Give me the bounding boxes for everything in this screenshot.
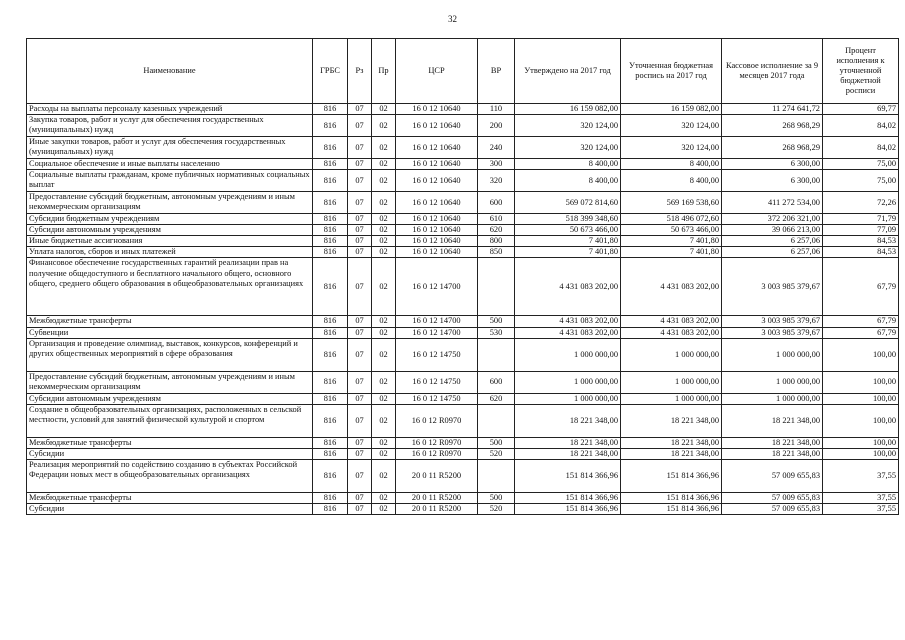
table-row [27,437,899,448]
row-pr-cell: 02 [372,459,396,492]
row-name-cell: Социальное обеспечение и иные выплаты населению [27,159,313,170]
row-rz-cell: 07 [348,492,372,503]
table-row [27,459,899,492]
row-refined-cell: 4 431 083 202,00 [621,258,722,316]
row-approved-cell: 1 000 000,00 [515,371,621,393]
row-percent-cell: 71,79 [823,214,899,225]
row-grbs-cell: 816 [313,404,348,437]
row-refined-cell: 18 221 348,00 [621,404,722,437]
row-cash-cell: 57 009 655,83 [722,492,823,503]
row-pr-cell: 02 [372,236,396,247]
row-pr-cell: 02 [372,192,396,214]
row-vr-cell: 600 [478,371,515,393]
row-name-cell: Субсидии [27,503,313,514]
row-approved-cell: 4 431 083 202,00 [515,316,621,327]
row-csr-cell: 16 0 12 10640 [396,137,478,159]
row-csr-cell: 16 0 12 R0970 [396,404,478,437]
row-csr-cell: 16 0 12 10640 [396,225,478,236]
row-csr-cell: 16 0 12 10640 [396,104,478,115]
row-rz-cell: 07 [348,170,372,192]
row-vr-cell: 240 [478,137,515,159]
row-csr-cell: 16 0 12 14700 [396,258,478,316]
row-approved-cell: 18 221 348,00 [515,448,621,459]
header-percent: Процент исполнения к уточненной бюджетной росписи [823,39,899,104]
row-rz-cell: 07 [348,115,372,137]
table-row [27,258,899,316]
row-name-cell: Предоставление субсидий бюджетным, автономным учреждениям и иным некоммерческим организациям [27,371,313,393]
row-pr-cell: 02 [372,104,396,115]
row-name-cell: Субсидии бюджетным учреждениям [27,214,313,225]
header-grbs: ГРБС [313,39,348,104]
row-pr-cell: 02 [372,338,396,371]
row-refined-cell: 50 673 466,00 [621,225,722,236]
table-row [27,214,899,225]
row-refined-cell: 151 814 366,96 [621,503,722,514]
row-vr-cell [478,404,515,437]
row-csr-cell: 16 0 12 14750 [396,338,478,371]
row-name-cell: Субсидии [27,448,313,459]
header-name: Наименование [27,39,313,104]
row-rz-cell: 07 [348,137,372,159]
row-approved-cell: 7 401,80 [515,247,621,258]
row-approved-cell: 320 124,00 [515,137,621,159]
row-pr-cell: 02 [372,247,396,258]
row-approved-cell: 8 400,00 [515,170,621,192]
row-grbs-cell: 816 [313,236,348,247]
row-name-cell: Субсидии автономным учреждениям [27,393,313,404]
row-cash-cell: 18 221 348,00 [722,448,823,459]
row-vr-cell: 200 [478,115,515,137]
row-refined-cell: 7 401,80 [621,247,722,258]
row-percent-cell: 75,00 [823,170,899,192]
row-csr-cell: 16 0 12 14700 [396,316,478,327]
row-grbs-cell: 816 [313,247,348,258]
row-refined-cell: 320 124,00 [621,115,722,137]
row-pr-cell: 02 [372,371,396,393]
header-csr: ЦСР [396,39,478,104]
row-name-cell: Иные бюджетные ассигнования [27,236,313,247]
row-vr-cell: 500 [478,437,515,448]
header-row [27,39,899,104]
row-pr-cell: 02 [372,225,396,236]
table-row [27,192,899,214]
header-rz: Рз [348,39,372,104]
row-grbs-cell: 816 [313,137,348,159]
budget-table [26,38,899,515]
row-csr-cell: 20 0 11 R5200 [396,459,478,492]
row-refined-cell: 4 431 083 202,00 [621,316,722,327]
row-vr-cell: 300 [478,159,515,170]
row-rz-cell: 07 [348,104,372,115]
row-approved-cell: 8 400,00 [515,159,621,170]
row-grbs-cell: 816 [313,258,348,316]
row-csr-cell: 16 0 12 14750 [396,393,478,404]
row-cash-cell: 372 206 321,00 [722,214,823,225]
row-csr-cell: 16 0 12 10640 [396,170,478,192]
row-cash-cell: 3 003 985 379,67 [722,258,823,316]
table-row [27,137,899,159]
row-approved-cell: 4 431 083 202,00 [515,258,621,316]
row-rz-cell: 07 [348,247,372,258]
row-rz-cell: 07 [348,404,372,437]
table-row [27,225,899,236]
table-row [27,316,899,327]
row-approved-cell: 151 814 366,96 [515,459,621,492]
row-csr-cell: 20 0 11 R5200 [396,503,478,514]
row-csr-cell: 16 0 12 14700 [396,327,478,338]
table-row [27,115,899,137]
row-percent-cell: 37,55 [823,459,899,492]
row-pr-cell: 02 [372,503,396,514]
row-approved-cell: 16 159 082,00 [515,104,621,115]
row-refined-cell: 8 400,00 [621,159,722,170]
row-refined-cell: 18 221 348,00 [621,448,722,459]
row-approved-cell: 1 000 000,00 [515,393,621,404]
table-body [27,104,899,515]
row-cash-cell: 18 221 348,00 [722,404,823,437]
row-approved-cell: 151 814 366,96 [515,492,621,503]
row-vr-cell: 500 [478,492,515,503]
row-cash-cell: 6 257,06 [722,247,823,258]
row-refined-cell: 7 401,80 [621,236,722,247]
row-cash-cell: 268 968,29 [722,137,823,159]
row-approved-cell: 320 124,00 [515,115,621,137]
row-rz-cell: 07 [348,459,372,492]
row-approved-cell: 18 221 348,00 [515,404,621,437]
row-cash-cell: 3 003 985 379,67 [722,316,823,327]
row-csr-cell: 16 0 12 10640 [396,192,478,214]
row-cash-cell: 1 000 000,00 [722,393,823,404]
row-refined-cell: 569 169 538,60 [621,192,722,214]
row-pr-cell: 02 [372,170,396,192]
row-grbs-cell: 816 [313,192,348,214]
row-pr-cell: 02 [372,492,396,503]
row-name-cell: Субвенции [27,327,313,338]
row-rz-cell: 07 [348,327,372,338]
table-row [27,247,899,258]
row-grbs-cell: 816 [313,393,348,404]
row-percent-cell: 100,00 [823,338,899,371]
row-rz-cell: 07 [348,371,372,393]
row-name-cell: Уплата налогов, сборов и иных платежей [27,247,313,258]
row-rz-cell: 07 [348,316,372,327]
row-rz-cell: 07 [348,503,372,514]
row-pr-cell: 02 [372,137,396,159]
row-grbs-cell: 816 [313,316,348,327]
row-approved-cell: 4 431 083 202,00 [515,327,621,338]
row-name-cell: Межбюджетные трансферты [27,437,313,448]
row-approved-cell: 50 673 466,00 [515,225,621,236]
row-percent-cell: 100,00 [823,404,899,437]
row-name-cell: Реализация мероприятий по содействию созданию в субъектах Российской Федерации новых мест в общеобразовательных организациях [27,459,313,492]
row-pr-cell: 02 [372,115,396,137]
row-refined-cell: 518 496 072,60 [621,214,722,225]
row-pr-cell: 02 [372,214,396,225]
table-row [27,503,899,514]
row-percent-cell: 67,79 [823,258,899,316]
row-cash-cell: 411 272 534,00 [722,192,823,214]
row-rz-cell: 07 [348,236,372,247]
table-row [27,236,899,247]
row-csr-cell: 16 0 12 14750 [396,371,478,393]
row-refined-cell: 320 124,00 [621,137,722,159]
row-refined-cell: 8 400,00 [621,170,722,192]
row-grbs-cell: 816 [313,338,348,371]
row-vr-cell: 110 [478,104,515,115]
row-vr-cell: 600 [478,192,515,214]
row-cash-cell: 6 300,00 [722,159,823,170]
row-pr-cell: 02 [372,258,396,316]
row-vr-cell: 800 [478,236,515,247]
row-name-cell: Финансовое обеспечение государственных гарантий реализации прав на получение общедоступного и бесплатного начального общего, основного общего, среднего общего образования в общеобразовательных организациях [27,258,313,316]
row-grbs-cell: 816 [313,459,348,492]
row-name-cell: Межбюджетные трансферты [27,492,313,503]
header-cash: Кассовое исполнение за 9 месяцев 2017 года [722,39,823,104]
row-percent-cell: 100,00 [823,437,899,448]
row-refined-cell: 1 000 000,00 [621,371,722,393]
row-name-cell: Расходы на выплаты персоналу казенных учреждений [27,104,313,115]
row-refined-cell: 1 000 000,00 [621,338,722,371]
table-row [27,448,899,459]
row-vr-cell [478,459,515,492]
row-percent-cell: 84,53 [823,247,899,258]
row-refined-cell: 4 431 083 202,00 [621,327,722,338]
row-cash-cell: 6 300,00 [722,170,823,192]
table-row [27,338,899,371]
row-cash-cell: 11 274 641,72 [722,104,823,115]
row-csr-cell: 16 0 12 R0970 [396,448,478,459]
table-row [27,371,899,393]
row-grbs-cell: 816 [313,115,348,137]
row-csr-cell: 16 0 12 10640 [396,159,478,170]
row-vr-cell: 500 [478,316,515,327]
row-rz-cell: 07 [348,225,372,236]
row-approved-cell: 1 000 000,00 [515,338,621,371]
row-csr-cell: 16 0 12 10640 [396,214,478,225]
row-grbs-cell: 816 [313,492,348,503]
row-percent-cell: 84,53 [823,236,899,247]
row-grbs-cell: 816 [313,327,348,338]
table-row [27,404,899,437]
row-grbs-cell: 816 [313,225,348,236]
row-name-cell: Предоставление субсидий бюджетным, автономным учреждениям и иным некоммерческим организациям [27,192,313,214]
row-cash-cell: 39 066 213,00 [722,225,823,236]
row-rz-cell: 07 [348,338,372,371]
row-name-cell: Иные закупки товаров, работ и услуг для обеспечения государственных (муниципальных) нужд [27,137,313,159]
row-pr-cell: 02 [372,437,396,448]
row-approved-cell: 569 072 814,60 [515,192,621,214]
row-vr-cell: 520 [478,448,515,459]
row-cash-cell: 6 257,06 [722,236,823,247]
row-percent-cell: 69,77 [823,104,899,115]
row-vr-cell [478,258,515,316]
row-grbs-cell: 816 [313,214,348,225]
row-grbs-cell: 816 [313,437,348,448]
row-vr-cell: 610 [478,214,515,225]
row-name-cell: Субсидии автономным учреждениям [27,225,313,236]
page-number: 32 [448,14,457,24]
row-pr-cell: 02 [372,393,396,404]
row-vr-cell: 620 [478,225,515,236]
row-cash-cell: 57 009 655,83 [722,459,823,492]
row-name-cell: Социальные выплаты гражданам, кроме публичных нормативных социальных выплат [27,170,313,192]
row-pr-cell: 02 [372,159,396,170]
table-row [27,104,899,115]
row-grbs-cell: 816 [313,159,348,170]
row-percent-cell: 84,02 [823,115,899,137]
row-percent-cell: 100,00 [823,448,899,459]
row-percent-cell: 72,26 [823,192,899,214]
row-vr-cell [478,338,515,371]
row-rz-cell: 07 [348,159,372,170]
header-refined: Уточненная бюджетная роспись на 2017 год [621,39,722,104]
row-percent-cell: 84,02 [823,137,899,159]
row-refined-cell: 151 814 366,96 [621,492,722,503]
row-grbs-cell: 816 [313,104,348,115]
row-name-cell: Создание в общеобразовательных организациях, расположенных в сельской местности, условий для занятий физической культурой и спортом [27,404,313,437]
row-cash-cell: 18 221 348,00 [722,437,823,448]
row-csr-cell: 16 0 12 10640 [396,236,478,247]
row-grbs-cell: 816 [313,448,348,459]
row-cash-cell: 3 003 985 379,67 [722,327,823,338]
row-csr-cell: 16 0 12 R0970 [396,437,478,448]
row-pr-cell: 02 [372,448,396,459]
header-pr: Пр [372,39,396,104]
row-vr-cell: 520 [478,503,515,514]
row-rz-cell: 07 [348,214,372,225]
row-grbs-cell: 816 [313,170,348,192]
row-pr-cell: 02 [372,404,396,437]
row-approved-cell: 18 221 348,00 [515,437,621,448]
row-cash-cell: 268 968,29 [722,115,823,137]
row-percent-cell: 67,79 [823,327,899,338]
row-percent-cell: 37,55 [823,503,899,514]
table-row [27,170,899,192]
row-vr-cell: 620 [478,393,515,404]
row-rz-cell: 07 [348,393,372,404]
row-refined-cell: 16 159 082,00 [621,104,722,115]
row-name-cell: Межбюджетные трансферты [27,316,313,327]
row-cash-cell: 1 000 000,00 [722,371,823,393]
row-percent-cell: 100,00 [823,371,899,393]
header-approved: Утверждено на 2017 год [515,39,621,104]
row-approved-cell: 151 814 366,96 [515,503,621,514]
row-csr-cell: 16 0 12 10640 [396,247,478,258]
row-percent-cell: 37,55 [823,492,899,503]
row-cash-cell: 57 009 655,83 [722,503,823,514]
row-refined-cell: 18 221 348,00 [621,437,722,448]
row-percent-cell: 77,09 [823,225,899,236]
row-name-cell: Организация и проведение олимпиад, выставок, конкурсов, конференций и других общественных мероприятий в сфере образования [27,338,313,371]
row-pr-cell: 02 [372,316,396,327]
row-percent-cell: 100,00 [823,393,899,404]
table-row [27,492,899,503]
row-rz-cell: 07 [348,192,372,214]
row-name-cell: Закупка товаров, работ и услуг для обеспечения государственных (муниципальных) нужд [27,115,313,137]
row-grbs-cell: 816 [313,371,348,393]
table-row [27,159,899,170]
row-vr-cell: 320 [478,170,515,192]
row-approved-cell: 518 399 348,60 [515,214,621,225]
row-vr-cell: 850 [478,247,515,258]
row-grbs-cell: 816 [313,503,348,514]
row-rz-cell: 07 [348,258,372,316]
row-refined-cell: 151 814 366,96 [621,459,722,492]
row-pr-cell: 02 [372,327,396,338]
table-row [27,327,899,338]
row-percent-cell: 67,79 [823,316,899,327]
table-row [27,393,899,404]
header-vr: ВР [478,39,515,104]
row-rz-cell: 07 [348,448,372,459]
row-refined-cell: 1 000 000,00 [621,393,722,404]
row-csr-cell: 20 0 11 R5200 [396,492,478,503]
row-csr-cell: 16 0 12 10640 [396,115,478,137]
row-cash-cell: 1 000 000,00 [722,338,823,371]
row-approved-cell: 7 401,80 [515,236,621,247]
row-rz-cell: 07 [348,437,372,448]
row-vr-cell: 530 [478,327,515,338]
row-percent-cell: 75,00 [823,159,899,170]
